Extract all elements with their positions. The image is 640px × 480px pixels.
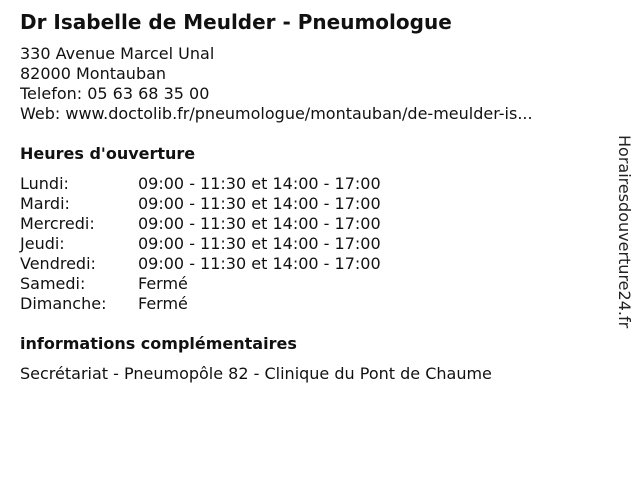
day-label: Mardi: <box>20 194 70 213</box>
address-block <box>20 44 600 124</box>
day-label: Jeudi: <box>20 234 65 253</box>
city-postal: 82000 Montauban <box>20 64 167 83</box>
additional-info-heading: informations complémentaires <box>20 334 297 353</box>
hours-row-monday <box>20 174 381 194</box>
day-label: Mercredi: <box>20 214 95 233</box>
time-value: 09:00 - 11:30 et 14:00 - 17:00 <box>138 174 381 193</box>
phone-number: Telefon: 05 63 68 35 00 <box>20 84 210 103</box>
day-label: Dimanche: <box>20 294 107 313</box>
time-value: 09:00 - 11:30 et 14:00 - 17:00 <box>138 234 381 253</box>
page-title: Dr Isabelle de Meulder - Pneumologue <box>20 10 452 34</box>
hours-row-wednesday <box>20 214 381 234</box>
hours-row-sunday <box>20 294 381 314</box>
hours-row-friday <box>20 254 381 274</box>
day-label: Lundi: <box>20 174 69 193</box>
time-value: 09:00 - 11:30 et 14:00 - 17:00 <box>138 254 381 273</box>
hours-row-saturday <box>20 274 381 294</box>
time-value: Fermé <box>138 274 188 293</box>
website-link[interactable]: Web: www.doctolib.fr/pneumologue/montauban/de-meulder-is... <box>20 104 533 123</box>
day-label: Samedi: <box>20 274 86 293</box>
hours-row-tuesday <box>20 194 381 214</box>
day-label: Vendredi: <box>20 254 96 273</box>
street-address: 330 Avenue Marcel Unal <box>20 44 215 63</box>
opening-hours-table <box>20 174 381 314</box>
time-value: Fermé <box>138 294 188 313</box>
opening-hours-heading: Heures d'ouverture <box>20 144 196 163</box>
site-watermark: Horairesdouverture24.fr <box>615 135 634 329</box>
additional-info-text: Secrétariat - Pneumopôle 82 - Clinique du Pont de Chaume <box>20 364 492 383</box>
hours-row-thursday <box>20 234 381 254</box>
time-value: 09:00 - 11:30 et 14:00 - 17:00 <box>138 194 381 213</box>
time-value: 09:00 - 11:30 et 14:00 - 17:00 <box>138 214 381 233</box>
